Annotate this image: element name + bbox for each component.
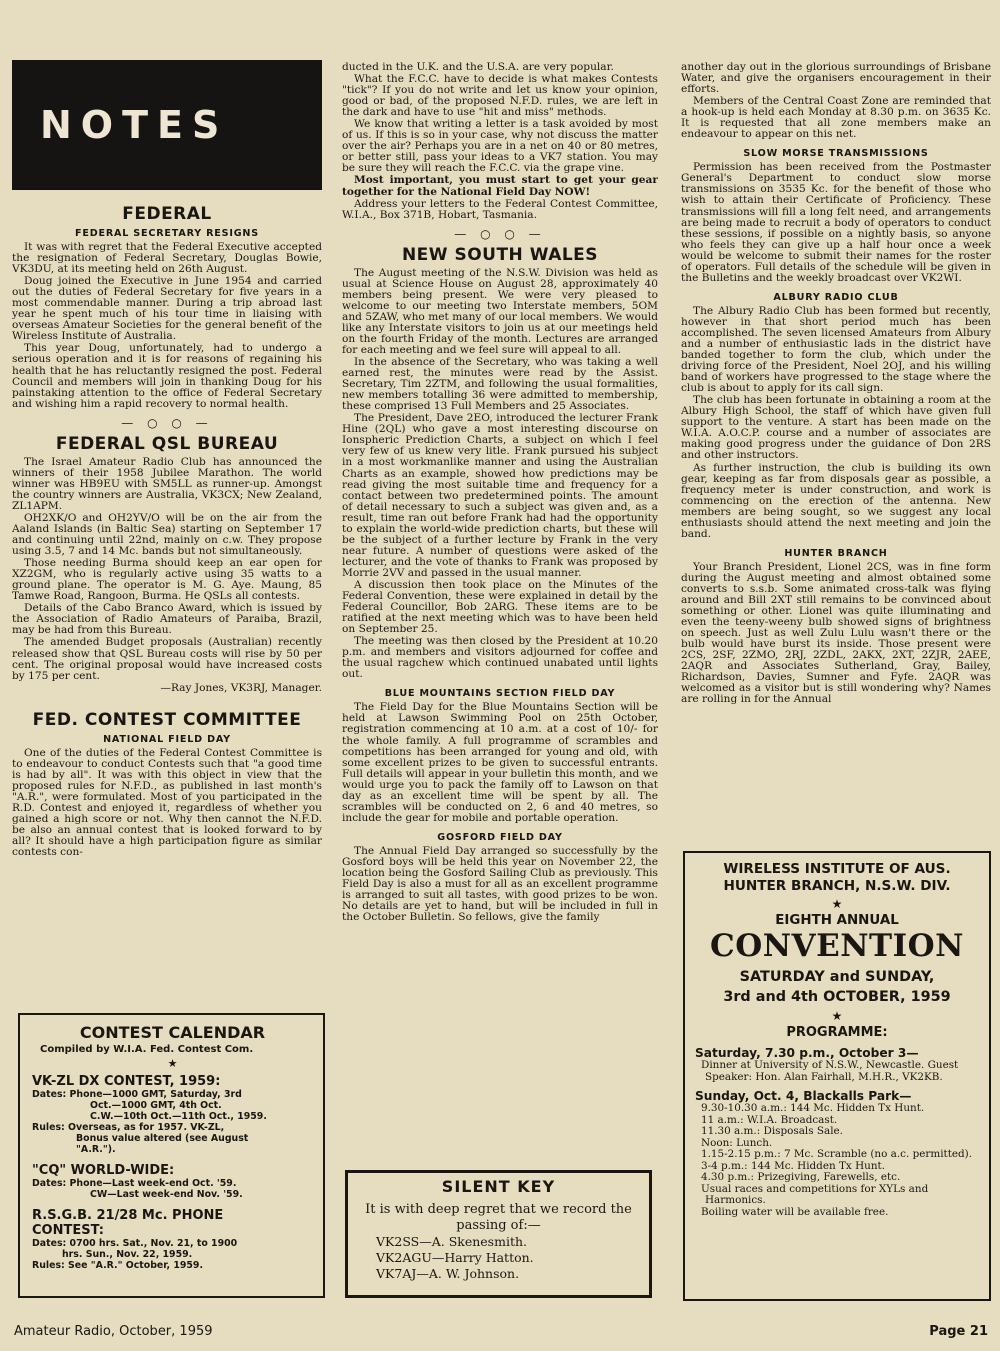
contest-calendar-box: [18, 1013, 325, 1298]
qsl-paragraph: Those needing Burma should keep an ear open for XZ2GM, who is regularly active using 35 watts to a ground plane. The operator is M. G. Aye. Maung, 85 Tamwe Road, Rangoon, Burma. He QSLs all contests.: [12, 557, 322, 603]
silent-key-name: VK2SS—A. Skenesmith.: [376, 1234, 527, 1249]
contest-committee-subheading: NATIONAL FIELD DAY: [103, 733, 231, 745]
footer-page-number: Page 21: [929, 1324, 988, 1339]
vkzl-contest-title: VK-ZL DX CONTEST, 1959:: [32, 1074, 221, 1089]
silent-key-title: SILENT KEY: [441, 1177, 556, 1196]
contest-address-paragraph: Address your letters to the Federal Contest Committee, W.I.A., Box 371B, Hobart, Tasmania.: [342, 197, 658, 221]
nsw-paragraph: In the absence of the Secretary, who was taking a well earned rest, the minutes were read by the Assist. Secretary, Tim 2ZTM, and following the usual formalities, new members totalling 36 were admitted to membership, these comprised 13 Full Members and 25 Associates.: [342, 356, 658, 413]
central-coast-paragraph: Members of the Central Coast Zone are reminded that a hook-up is held each Monday at 8.30 p.m. on 3635 Kc. It is requested that all zone members make an endeavour to appear on this net.: [681, 95, 991, 141]
calendar-compiled-by: Compiled by W.I.A. Fed. Contest Com.: [40, 1044, 254, 1055]
hunter-branch-heading: HUNTER BRANCH: [784, 547, 888, 559]
sunday-heading: Sunday, Oct. 4, Blackalls Park—: [695, 1089, 912, 1103]
qsl-paragraph: The amended Budget proposals (Australian) recently released show that QSL Bureau costs will rise by 50 per cent. The original proposal would have increased costs by 175 per cent.: [12, 636, 322, 682]
programme-heading: PROGRAMME:: [786, 1025, 888, 1040]
gosford-paragraph: The Annual Field Day arranged so successfully by the Gosford boys will be held this year on November 22, the location being the Gosford Sailing Club as previously. This Field Day is also a must for all as an excellent programme is arranged to suit all tastes, with good prizes to be won. No details are yet to hand, but will be included in full in the October Bulletin. So fellows, give the family: [342, 844, 658, 924]
nsw-paragraph: The President, Dave 2EO, introduced the lecturer Frank Hine (2QL) who gave a most interesting discourse on Ionspheric Prediction Charts, a subject on which I feel very few of us knew very litle. Frank pursued his subject in a most workmanlike manner and using the Australian Charts as an example, showed how predictions may be read giving the most suitable time and frequency for a contact between two predetermined points. The amount of detail necessary to such a subject was given and, as a result, time ran out before Frank had had the opportunity to explain the world-wide prediction charts, but these will be the subject of a further lecture by Frank in the very near future. A number of questions were asked of the lecturer, and the vote of thanks to Frank was proposed by Morrie 2VV and passed in the usual manner.: [342, 412, 658, 579]
notes-banner: [12, 60, 322, 190]
contest-continued-paragraph: What the F.C.C. have to decide is what makes Contests "tick"? If you do not write and let us know your opinion, good or bad, of the proposed N.F.D. rules, we are left in the dark and have to use "hit and miss" methods.: [342, 73, 658, 119]
cq-contest-title: "CQ" WORLD-WIDE:: [32, 1163, 175, 1178]
blue-mountains-paragraph: The Field Day for the Blue Mountains Section will be held at Lawson Swimming Pool on 25th October, registration commencing at 10 a.m. at a cost of 10/- for the whole family. A full programme of scrambles and competitions has been arranged for young and old, with some excellent prizes to be given to successful entrants. Full details will appear in your bulletin this month, and we would urge you to pack the family off to Lawson on that day as an excellent time will be spent by all. The scrambles will be conducted on 2, 6 and 40 metres, so include the gear for mobile and portable operation.: [342, 701, 658, 824]
qsl-paragraph: The Israel Amateur Radio Club has announced the winners of their 1958 Jubilee Marathon. The world winner was HB9EU with SM5LL as runner-up. Amongst the country winners are Australia, VK3CX; New Zealand, ZL1APM.: [12, 455, 322, 512]
star-icon: ★: [831, 1009, 843, 1023]
sunday-item: 9.30-10.30 a.m.: 144 Mc. Hidden Tx Hunt.: [701, 1102, 925, 1114]
qsl-paragraph: Details of the Cabo Branco Award, which is issued by the Association of Radio Amateurs of Paraiba, Brazil, may be had from this Bureau.: [12, 602, 322, 637]
albury-paragraph: The club has been fortunate in obtaining a room at the Albury High School, the staff of which have given full support to the venture. A start has been made on the W.I.A. A.O.C.P. course and a number of associates are making good progress under the guidance of Don 2RS and other instructors.: [681, 394, 991, 462]
silent-key-name: VK2AGU—Harry Hatton.: [376, 1250, 534, 1265]
contest-committee-heading: FED. CONTEST COMMITTEE: [32, 709, 302, 730]
rsgb-line: Dates: 0700 hrs. Sat., Nov. 21, to 1900: [32, 1238, 238, 1249]
sunday-item: 11.30 a.m.: Disposals Sale.: [701, 1125, 843, 1137]
qsl-signature: —Ray Jones, VK3RJ, Manager.: [160, 681, 322, 694]
nsw-paragraph: The meeting was then closed by the President at 10.20 p.m. and members and visitors adjourned for coffee and the usual ragchew which continued unabated until lights out.: [342, 635, 658, 681]
calendar-title: CONTEST CALENDAR: [79, 1023, 266, 1042]
convention-dates: 3rd and 4th OCTOBER, 1959: [723, 989, 951, 1005]
sunday-item: 1.15-2.15 p.m.: 7 Mc. Scramble (no a.c. permitted).: [701, 1148, 973, 1160]
hunter-branch-paragraph: Your Branch President, Lionel 2CS, was in fine form during the August meeting and almost obtained some converts to s.s.b. Some animated cross-talk was flying around and Bill 2XT still remains to be convinced about something or other. Lionel was quite illuminating and even the teeny-weeny bulb showed signs of brightness on speech. Just as well Zulu Lulu wasn't there or the bulb would have burst its inside. Those present were 2CS, 2SF, 2ZMO, 2RJ, 2ZDL, 2AKX, 2XT, 2ZJR, 2AEE, 2AQR and Associates Sutherland, Gray, Bailey, Richardson, Davies, Sumner and Fyfe. 2AQR was welcomed as a visitor but is still wondering why? Names are rolling in for the Annual: [681, 560, 991, 706]
footer-publication: Amateur Radio, October, 1959: [14, 1324, 213, 1339]
sunday-item: 11 a.m.: W.I.A. Broadcast.: [701, 1113, 838, 1126]
rsgb-contest-title-2: CONTEST:: [32, 1223, 104, 1238]
vkzl-line: "A.R.").: [76, 1144, 116, 1155]
vkzl-line: C.W.—10th Oct.—11th Oct., 1959.: [90, 1111, 267, 1122]
sunday-item: 4.30 p.m.: Prizegiving, Farewells, etc.: [701, 1171, 901, 1183]
albury-paragraph: As further instruction, the club is building its own gear, keeping as far from disposals gear as possible, a frequency meter is under construction, and work is commencing on the erection of the antenna. New members are being sought, so we suggest any local enthusiasts should attend the next meeting and join the band.: [681, 461, 991, 540]
sunday-item: Usual races and competitions for XYLs and Harmonics.: [701, 1182, 929, 1206]
sunday-item: 3-4 p.m.: 144 Mc. Hidden Tx Hunt.: [701, 1159, 885, 1172]
rsgb-line: Rules: See "A.R." October, 1959.: [32, 1260, 204, 1271]
notes-banner-text: NOTES: [40, 103, 229, 147]
silent-key-name: VK7AJ—A. W. Johnson.: [376, 1266, 520, 1281]
contest-committee-paragraph: One of the duties of the Federal Contest Committee is to endeavour to conduct Contests such that "a good time is had by all". It was with this object in view that the proposed rules for N.F.D., as published in last month's "A.R.", were formulated. Most of you participated in the R.D. Contest and enjoyed it, regardless of whether you gained a high score or not. Why then cannot the N.F.D. be also an annual contest that is looked forward to by all? It should have a high participation figure as similar contests con-: [12, 746, 322, 859]
albury-heading: ALBURY RADIO CLUB: [773, 291, 899, 303]
convention-dates: SATURDAY and SUNDAY,: [739, 969, 935, 985]
albury-paragraph: The Albury Radio Club has been formed but recently, however in that short period much has been accomplished. The seven licensed Amateurs from Albury and a number of enthusiastic lads in the district have banded together to form the club, which under the driving force of the President, Noel 2OJ, and his willing band of workers have progressed to the stage where the club is about to apply for its call sign.: [681, 304, 991, 395]
convention-org-line: HUNTER BRANCH, N.S.W. DIV.: [723, 878, 951, 894]
rsgb-line: hrs. Sun., Nov. 22, 1959.: [62, 1249, 193, 1260]
convention-org-line: WIRELESS INSTITUTE OF AUS.: [723, 861, 951, 877]
slow-morse-paragraph: Permission has been received from the Postmaster General's Department to conduct slow morse transmissions on 3535 Kc. for the benefit of those who wish to attain their Certificate of Proficiency. These transmissions will fill a long felt need, and arrangements are being made to recruit a body of operators to conduct these sessions, if possible on a nightly basis, so anyone who feels they can give up a half hour once a week would be welcome to submit their names for the roster of operators. Full details of the schedule will be given in the Bulletins and the weekly broadcast over VK2WI.: [681, 161, 991, 284]
vkzl-line: Bonus value altered (see August: [76, 1133, 249, 1144]
sunday-item: Boiling water will be available free.: [701, 1205, 889, 1218]
star-icon: ★: [167, 1057, 178, 1070]
federal-heading: FEDERAL: [122, 204, 212, 224]
silent-key-text: It is with deep regret that we record the passing of:—: [365, 1202, 632, 1233]
federal-paragraph: It was with regret that the Federal Executive accepted the resignation of Federal Secretary, Douglas Bowie, VK3DU, at its meeting held on 26th August.: [12, 241, 322, 276]
convention-annual: EIGHTH ANNUAL: [775, 913, 899, 928]
section-separator: — ○ ○ —: [121, 415, 213, 430]
blue-mountains-heading: BLUE MOUNTAINS SECTION FIELD DAY: [384, 688, 616, 700]
federal-paragraph: This year Doug, unfortunately, had to undergo a serious operation and it is for reasons of regaining his health that he has reluctantly resigned the post. Federal Council and members will join in thanking Doug for his painstaking attention to the office of Federal Secretary and wishing him a rapid recovery to normal health.: [12, 342, 322, 410]
column-2: [342, 62, 658, 1162]
saturday-heading: Saturday, 7.30 p.m., October 3—: [695, 1046, 919, 1060]
slow-morse-heading: SLOW MORSE TRANSMISSIONS: [743, 148, 929, 160]
nsw-heading: NEW SOUTH WALES: [401, 244, 599, 265]
gosford-heading: GOSFORD FIELD DAY: [437, 831, 563, 843]
star-icon: ★: [831, 897, 843, 911]
qsl-paragraph: OH2XK/O and OH2YV/O will be on the air from the Aaland Islands (in Baltic Sea) starting on September 17 and continuing until 22nd, mainly on c.w. They propose using 3.5, 7 and 14 Mc. bands but not simultaneously.: [12, 511, 322, 558]
nsw-paragraph: A discussion then took place on the Minutes of the Federal Convention, these were explained in detail by the Federal Councillor, Bob 2ARG. These items are to be ratified at the next meeting which was to have been held on September 25.: [342, 578, 658, 636]
vkzl-line: Oct.—1000 GMT, 4th Oct.: [90, 1100, 222, 1111]
vkzl-line: Rules: Overseas, as for 1957. VK-ZL,: [32, 1122, 225, 1133]
federal-paragraph: Doug joined the Executive in June 1954 and carried out the duties of Federal Secretary for five years in a most commendable manner. During a trip abroad last year he spent much of his tour time in liaising with overseas Amateur Societies for the general benefit of the Wireless Institute of Australia.: [12, 275, 322, 343]
column-3: [681, 62, 991, 842]
column-1: [12, 60, 322, 1010]
section-separator: — ○ ○ —: [454, 226, 546, 241]
convention-box: [683, 851, 991, 1301]
qsl-bureau-heading: FEDERAL QSL BUREAU: [55, 433, 279, 454]
saturday-details: Dinner at University of N.S.W., Newcastle. Guest Speaker: Hon. Alan Fairhall, M.H.R., VK2KB.: [701, 1059, 959, 1083]
gosford-continued-paragraph: another day out in the glorious surroundings of Brisbane Water, and give the organisers encouragement in their efforts.: [681, 62, 991, 96]
vkzl-line: Dates: Phone—1000 GMT, Saturday, 3rd: [32, 1089, 242, 1100]
contest-continued-paragraph: ducted in the U.K. and the U.S.A. are very popular.: [342, 62, 614, 73]
silent-key-box: [345, 1170, 652, 1298]
cq-line: Dates: Phone—Last week-end Oct. '59.: [32, 1178, 237, 1189]
rsgb-contest-title: R.S.G.B. 21/28 Mc. PHONE: [32, 1208, 224, 1223]
sunday-item: Noon: Lunch.: [701, 1136, 773, 1149]
convention-title: CONVENTION: [710, 928, 964, 964]
cq-line: CW—Last week-end Nov. '59.: [90, 1189, 243, 1200]
nsw-paragraph: The August meeting of the N.S.W. Division was held as usual at Science House on August 28, approximately 40 members being present. We were very pleased to welcome to our meeting two Interstate members, 5OM and 5ZAW, who met many of our local members. We would like any Interstate visitors to join us at our meetings held on the fourth Friday of the month. Lectures are arranged for each meeting and we feel sure will appeal to all.: [342, 266, 658, 356]
federal-subheading: FEDERAL SECRETARY RESIGNS: [75, 228, 259, 239]
contest-important-paragraph: Most important, you must start to get your gear together for the National Field Day NOW!: [342, 174, 658, 198]
contest-continued-paragraph: We know that writing a letter is a task avoided by most of us. If this is so in your case, why not discuss the matter over the air? Perhaps you are in a net on 40 or 80 metres, or better still, pass your ideas to a VK7 station. You may be sure they will reach the F.C.C. via the grape vine.: [342, 118, 658, 175]
